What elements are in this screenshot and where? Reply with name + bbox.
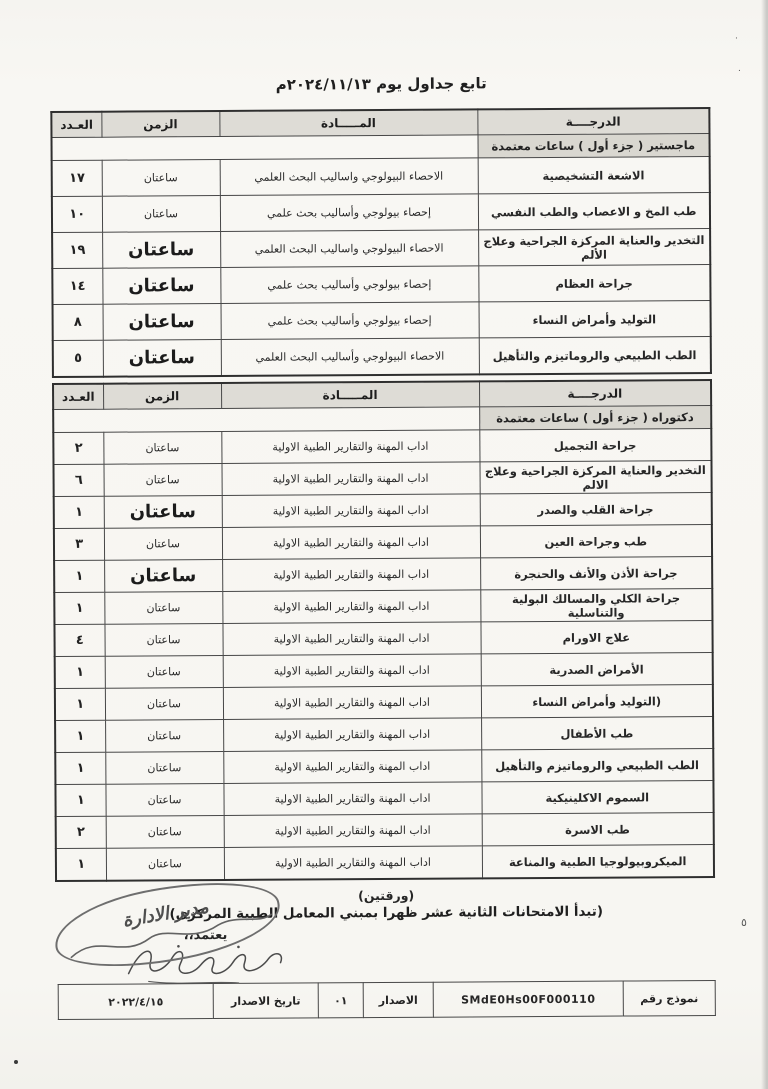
degree-cell: علاج الاورام	[480, 620, 712, 653]
page-title: تابع جداول يوم ٢٠٢٤/١١/١٣م	[275, 74, 487, 94]
count-cell: ١	[55, 656, 105, 688]
subject-cell: اداب المهنة والتقارير الطبية الاولية	[221, 430, 479, 464]
subject-cell: إحصاء بيولوجي وأساليب بحث علمي	[220, 194, 478, 232]
document-content	[52, 72, 716, 1020]
exam-start-note: (تبدأ الامتحانات الثانية عشر ظهرا بمبني المعامل الطبية المركزى)	[169, 903, 604, 923]
count-cell: ١	[54, 496, 104, 528]
degree-cell: الميكروبيولوجيا الطبية والمناعة	[482, 844, 714, 878]
schedule-row	[55, 748, 713, 784]
subject-cell: الاحصاء البيولوجي واساليب البحث العلمي	[220, 158, 478, 196]
doctorate-schedule-table	[52, 379, 715, 882]
count-cell: ١	[56, 848, 106, 881]
form-footer-table	[58, 980, 716, 1020]
issue-date-value: ٢٠٢٢/٤/١٥	[58, 984, 213, 1020]
column-header-count: العـدد	[53, 384, 103, 410]
degree-cell: جراحة العظام	[478, 265, 710, 302]
subject-cell: اداب المهنة والتقارير الطبية الاولية	[223, 718, 481, 752]
schedule-row	[55, 684, 713, 720]
time-cell: ساعتان	[103, 431, 221, 464]
column-header-degree: الدرجــــة	[477, 108, 709, 135]
subject-cell: اداب المهنة والتقارير الطبية الاولية	[224, 814, 482, 848]
table-header-row	[51, 108, 709, 138]
count-cell: ١٤	[52, 268, 102, 304]
time-cell: ساعتان	[102, 195, 220, 232]
schedule-row	[53, 301, 711, 341]
time-cell: ساعتان	[104, 623, 222, 656]
schedule-row	[55, 716, 713, 752]
subject-cell: اداب المهنة والتقارير الطبية الاولية	[222, 494, 480, 528]
schedule-row	[52, 193, 710, 233]
time-cell: ساعتان	[103, 339, 221, 376]
count-cell: ٨	[53, 304, 103, 340]
count-cell: ١	[55, 752, 105, 784]
count-cell: ١٠	[52, 196, 102, 232]
form-number-label: نموذج رقم	[623, 980, 715, 1016]
degree-cell: طب وجراحة العين	[480, 524, 712, 557]
count-cell: ١٩	[52, 232, 102, 268]
subject-cell: الاحصاء البيولوجي واساليب البحث العلمي	[220, 230, 478, 268]
degree-cell: الطب الطبيعي والروماتيزم والتأهيل	[479, 337, 711, 375]
time-cell: ساعتان	[105, 655, 223, 688]
degree-cell: طب الاسرة	[482, 812, 714, 845]
subject-cell: اداب المهنة والتقارير الطبية الاولية	[222, 558, 480, 592]
form-number-value: SMdE0Hs00F000110	[433, 981, 623, 1017]
schedule-row	[53, 460, 711, 496]
subject-cell: اداب المهنة والتقارير الطبية الاولية	[221, 462, 479, 496]
notes-block	[57, 886, 716, 982]
count-cell: ٢	[56, 816, 106, 848]
issue-date-label: تاريخ الاصدار	[213, 983, 318, 1019]
time-cell: ساعتان	[102, 267, 220, 304]
schedule-row	[55, 780, 713, 816]
subject-cell: إحصاء بيولوجي وأساليب بحث علمي	[220, 266, 478, 304]
issue-label: الاصدار	[363, 982, 433, 1017]
table-header-row	[53, 380, 711, 410]
degree-cell: التوليد وأمراض النساء	[479, 301, 711, 338]
time-cell: ساعتان	[104, 527, 222, 560]
masters-schedule-table	[50, 107, 712, 378]
schedule-row	[52, 265, 710, 305]
time-cell: ساعتان	[104, 559, 222, 592]
footer-row	[58, 980, 715, 1019]
subject-cell: اداب المهنة والتقارير الطبية الاولية	[222, 622, 480, 656]
time-cell: ساعتان	[105, 687, 223, 720]
schedule-row	[56, 844, 714, 881]
count-cell: ٦	[53, 464, 103, 496]
count-cell: ١٧	[52, 160, 102, 196]
degree-cell: التخدير والعناية المركزة الجراحية وعلاج الالم	[479, 460, 711, 493]
doctorate-band-label: دكتوراه ( جزء أول ) ساعات معتمدة	[479, 405, 711, 429]
column-header-subject: المـــــادة	[221, 381, 479, 408]
column-header-degree: الدرجــــة	[479, 380, 711, 407]
schedule-row	[52, 157, 710, 197]
schedule-row	[52, 229, 710, 269]
count-cell: ٣	[54, 528, 104, 560]
schedule-row	[53, 428, 711, 464]
count-cell: ٤	[54, 624, 104, 656]
count-cell: ١	[55, 720, 105, 752]
director-title: مدير الادارة	[121, 896, 211, 932]
time-cell: ساعتان	[103, 463, 221, 496]
schedule-row	[54, 524, 712, 560]
degree-cell: الأمراض الصدرية	[481, 652, 713, 685]
degree-cell: جراحة التجميل	[479, 428, 711, 461]
degree-cell: الاشعة التشخيصية	[478, 157, 710, 194]
subject-cell: اداب المهنة والتقارير الطبية الاولية	[222, 526, 480, 560]
schedule-row	[54, 492, 712, 528]
count-cell: ١	[55, 784, 105, 816]
degree-cell: جراحة القلب والصدر	[480, 492, 712, 525]
column-header-time: الزمن	[101, 111, 219, 137]
subject-cell: اداب المهنة والتقارير الطبية الاولية	[222, 590, 480, 624]
scanner-edge-shadow	[761, 0, 768, 1089]
subject-cell: اداب المهنة والتقارير الطبية الاولية	[223, 782, 481, 816]
column-header-count: العـدد	[51, 112, 101, 138]
scan-artifact-dot: ·	[735, 34, 738, 44]
count-cell: ١	[55, 688, 105, 720]
count-cell: ١	[54, 592, 104, 624]
degree-cell: التخدير والعناية المركزة الجراحية وعلاج الألم	[478, 229, 710, 266]
time-cell: ساعتان	[105, 751, 223, 784]
time-cell: ساعتان	[102, 231, 220, 268]
degree-cell: طب المخ و الاعصاب والطب النفسي	[478, 193, 710, 230]
degree-cell: طب الأطفال	[481, 716, 713, 749]
time-cell: ساعتان	[102, 159, 220, 196]
time-cell: ساعتان	[104, 495, 222, 528]
issue-value: ٠١	[318, 983, 363, 1018]
schedule-row	[54, 620, 712, 656]
schedule-row	[55, 652, 713, 688]
column-header-subject: المـــــادة	[219, 109, 477, 136]
subject-cell: اداب المهنة والتقارير الطبية الاولية	[223, 750, 481, 784]
degree-cell: جراحة الأذن والأنف والحنجرة	[480, 556, 712, 589]
subject-cell: اداب المهنة والتقارير الطبية الاولية	[223, 654, 481, 688]
band-spacer	[53, 407, 479, 433]
subject-cell: إحصاء بيولوجي وأساليب بحث علمي	[221, 302, 479, 340]
schedule-row	[54, 588, 712, 624]
count-cell: ٥	[53, 340, 103, 377]
scan-artifact-dot: ٠	[737, 66, 742, 76]
degree-cell: جراحة الكلي والمسالك البولية والتناسلية	[480, 588, 712, 621]
page-number-mark: ٥	[741, 916, 747, 929]
papers-note: (ورقتين)	[358, 887, 415, 904]
schedule-row	[54, 556, 712, 592]
degree-cell: الطب الطبيعي والروماتيزم والتأهيل	[481, 748, 713, 781]
time-cell: ساعتان	[104, 591, 222, 624]
degree-cell: (التوليد وأمراض النساء	[481, 684, 713, 717]
time-cell: ساعتان	[103, 303, 221, 340]
time-cell: ساعتان	[106, 815, 224, 848]
subject-cell: اداب المهنة والتقارير الطبية الاولية	[224, 846, 482, 880]
time-cell: ساعتان	[105, 719, 223, 752]
schedule-row	[53, 337, 711, 378]
time-cell: ساعتان	[106, 847, 224, 880]
scan-artifact-speck	[14, 1060, 18, 1064]
approval-label: يعتمد،،	[183, 927, 228, 944]
band-spacer	[51, 135, 477, 161]
column-header-time: الزمن	[103, 383, 221, 409]
subject-cell: الاحصاء البيولوجي وأساليب البحث العلمي	[221, 338, 479, 376]
count-cell: ٢	[53, 432, 103, 464]
degree-cell: السموم الاكلينيكية	[481, 780, 713, 813]
schedule-row	[56, 812, 714, 848]
count-cell: ١	[54, 560, 104, 592]
masters-band-label: ماجستير ( جزء أول ) ساعات معتمدة	[477, 134, 709, 158]
time-cell: ساعتان	[105, 783, 223, 816]
subject-cell: اداب المهنة والتقارير الطبية الاولية	[223, 686, 481, 720]
